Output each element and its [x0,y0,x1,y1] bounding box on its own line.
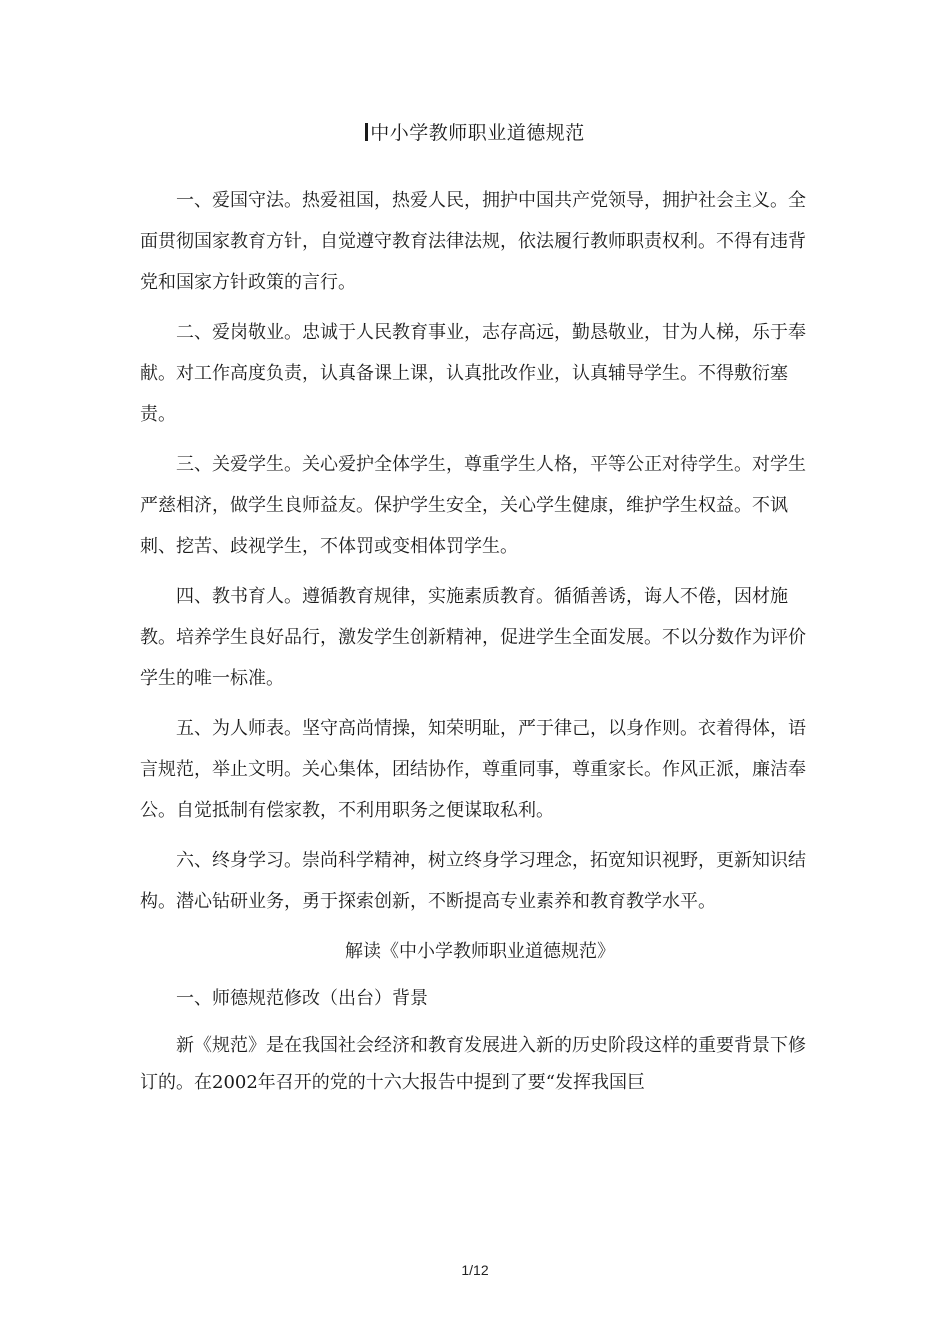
page-number: 1/12 [461,1262,489,1278]
interpretation-title: 解读《中小学教师职业道德规范》 [345,941,615,962]
article-1: 一、爱国守法。热爱祖国，热爱人民，拥护中国共产党领导，拥护社会主义。全面贯彻国家教育方针，自觉遵守教育法律法规，依法履行教师职责权利。不得有违背党和国家方针政策的言行。 [140,190,806,293]
document-body [140,180,820,1101]
article-5: 五、为人师表。坚守高尚情操，知荣明耻，严于律己，以身作则。衣着得体，语言规范，举止文明。关心集体，团结协作，尊重同事，尊重家长。作风正派，廉洁奉公。自觉抵制有偿家教，不利用职务之便谋取私利。 [140,718,806,821]
document-title-text: 中小学教师职业道德规范 [370,122,585,144]
section-text: 新《规范》是在我国社会经济和教育发展进入新的历史阶段这样的重要背景下修订的。在2002年召开的党的十六大报告中提到了要“发挥我国巨 [140,1035,806,1093]
article-3: 三、关爱学生。关心爱护全体学生，尊重学生人格，平等公正对待学生。对学生严慈相济，做学生良师益友。保护学生安全，关心学生健康，维护学生权益。不讽刺、挖苦、歧视学生，不体罚或变相体罚学生。 [140,454,806,557]
title-bar-mark [365,123,368,141]
article-4: 四、教书育人。遵循教育规律，实施素质教育。循循善诱，诲人不倦，因材施教。培养学生良好品行，激发学生创新精神，促进学生全面发展。不以分数作为评价学生的唯一标准。 [140,586,806,689]
document-title [0,118,950,145]
article-2: 二、爱岗敬业。忠诚于人民教育事业，志存高远，勤恳敬业，甘为人梯，乐于奉献。对工作高度负责，认真备课上课，认真批改作业，认真辅导学生。不得敷衍塞责。 [140,322,806,425]
section-heading: 一、师德规范修改（出台）背景 [176,988,428,1009]
article-6: 六、终身学习。崇尚科学精神，树立终身学习理念，拓宽知识视野，更新知识结构。潜心钻研业务，勇于探索创新，不断提高专业素养和教育教学水平。 [140,850,806,912]
